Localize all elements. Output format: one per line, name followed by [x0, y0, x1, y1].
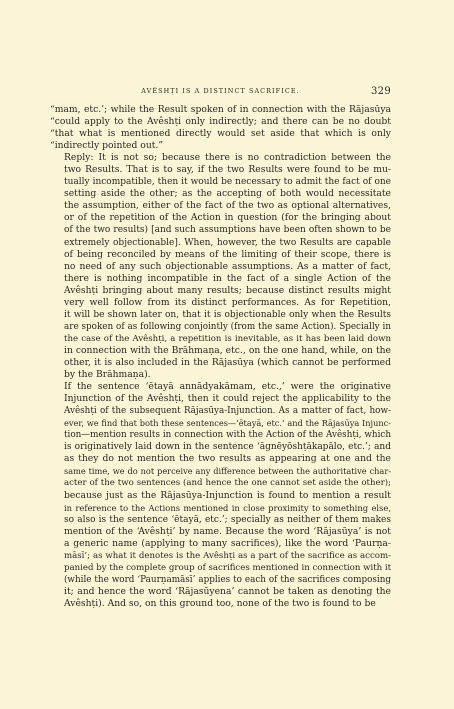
- text-line: same time, we do not perceive any difference between the authoritative char-: [64, 466, 391, 477]
- body-text: [50, 104, 391, 610]
- text-line: acter of the two sentences (and hence the one cannot set aside the other);: [64, 478, 391, 489]
- text-line: “indirectly pointed out.”: [50, 140, 164, 152]
- text-line: there is nothing incompatible in the fact of a single Action of the: [64, 272, 391, 284]
- text-line: no need of any such objectionable assumptions. As a matter of fact,: [64, 260, 391, 272]
- text-line: Avêshṭi of the subsequent Rājasūya-Injunction. As a matter of fact, how-: [64, 406, 391, 417]
- text-line: extremely objectionable]. When, however, the two Results are capable: [64, 237, 391, 248]
- text-line: of being reconciled by means of the limiting of their scope, there is: [64, 248, 391, 260]
- text-line: panied by the complete group of sacrifices mentioned in connection with it: [64, 562, 391, 573]
- text-line: (while the word ‘Paurṇamāsī’ applies to each of the sacrifices composing: [64, 574, 391, 585]
- text-line: “could apply to the Avêshṭi only indirectly; and there can be no doubt: [50, 116, 391, 128]
- text-line: is originatively laid down in the sentence ‘āgnēyōshṭākapālo, etc.’; and: [64, 442, 391, 453]
- text-line: so also is the sentence ‘ētayā, etc.’; specially as neither of them makes: [64, 514, 391, 525]
- text-line: two Results. That is to say, if the two Results were found to be mu-: [64, 164, 391, 176]
- text-line: it; and hence the word ‘Rājasūyena’ cannot be taken as denoting the: [64, 585, 391, 597]
- text-line: “mam, etc.’; while the Result spoken of in connection with the Rājasūya: [50, 104, 391, 115]
- text-line: Avêshṭi). And so, on this ground too, none of the two is found to be: [64, 597, 376, 609]
- text-line: or of the repetition of the Action in question (for the bringing about: [64, 212, 391, 224]
- text-line: tually incompatible, then it would be necessary to admit the fact of one: [64, 177, 391, 188]
- text-line: by the Brāhmaṇa).: [64, 369, 151, 381]
- text-line: ever, we find that both these sentences—‘ētayā, etc.’ and the Rājasūya Injunc-: [64, 418, 391, 429]
- text-line: other, it is also included in the Rājasūya (which cannot be performed: [64, 356, 391, 368]
- text-line: mention of the ‘Avêshṭi’ by name. Because the word ‘Rājasūya’ is not: [64, 525, 391, 537]
- text-line: If the sentence ‘ētayā annādyakāmam, etc.,’ were the originative: [64, 381, 391, 393]
- text-line: as they do not mention the two results as appearing at one and the: [64, 453, 391, 465]
- text-line: are spoken of as following conjointly (from the same Action). Specially in: [64, 321, 391, 332]
- text-line: very well follow from its distinct performances. As for Repetition,: [64, 296, 391, 308]
- text-line: Avêshṭi bringing about many results; because distinct results might: [64, 284, 391, 296]
- text-line: “that what is mentioned directly would set aside that which is only: [50, 128, 391, 140]
- text-line: it will be shown later on, that it is objectionable only when the Results: [64, 309, 391, 320]
- text-line: of the two results) [and such assumptions have been often shown to be: [64, 225, 391, 236]
- paragraph: [50, 152, 391, 381]
- text-line: Injunction of the Avêshṭi, then it could reject the applicability to the: [64, 393, 391, 405]
- text-line: tion—mention results in connection with the Action of the Avêshṭi, which: [64, 430, 391, 441]
- running-header: [50, 86, 391, 100]
- text-line: the case of the Avêshṭi, a repetition is inevitable, as it has been laid down: [64, 333, 391, 344]
- text-line: a generic name (applying to many sacrifices), like the word ‘Paurṇa-: [64, 537, 391, 549]
- page-number: 329: [371, 86, 391, 97]
- text-line: māsī’; as what it denotes is the Avêshṭi as a part of the sacrifice as accom-: [64, 550, 391, 561]
- text-line: because just as the Rājasūya-Injunction is found to mention a result: [64, 489, 391, 501]
- text-line: in connection with the Brāhmaṇa, etc., on the one hand, while, on the: [64, 344, 391, 356]
- running-title: AVÊSHṬI IS A DISTINCT SACRIFICE.: [141, 87, 300, 95]
- text-line: setting aside the other; as the accepting of both would necessitate: [64, 188, 391, 200]
- text-line: Reply: It is not so; because there is no contradiction between the: [64, 152, 391, 164]
- paragraph: [50, 381, 391, 610]
- text-line: the assumption, either of the fact of the two as optional alternatives,: [64, 200, 391, 212]
- book-page: [50, 86, 391, 610]
- paragraph: [50, 104, 391, 152]
- text-line: in reference to the Actions mentioned in close proximity to something else,: [64, 502, 391, 513]
